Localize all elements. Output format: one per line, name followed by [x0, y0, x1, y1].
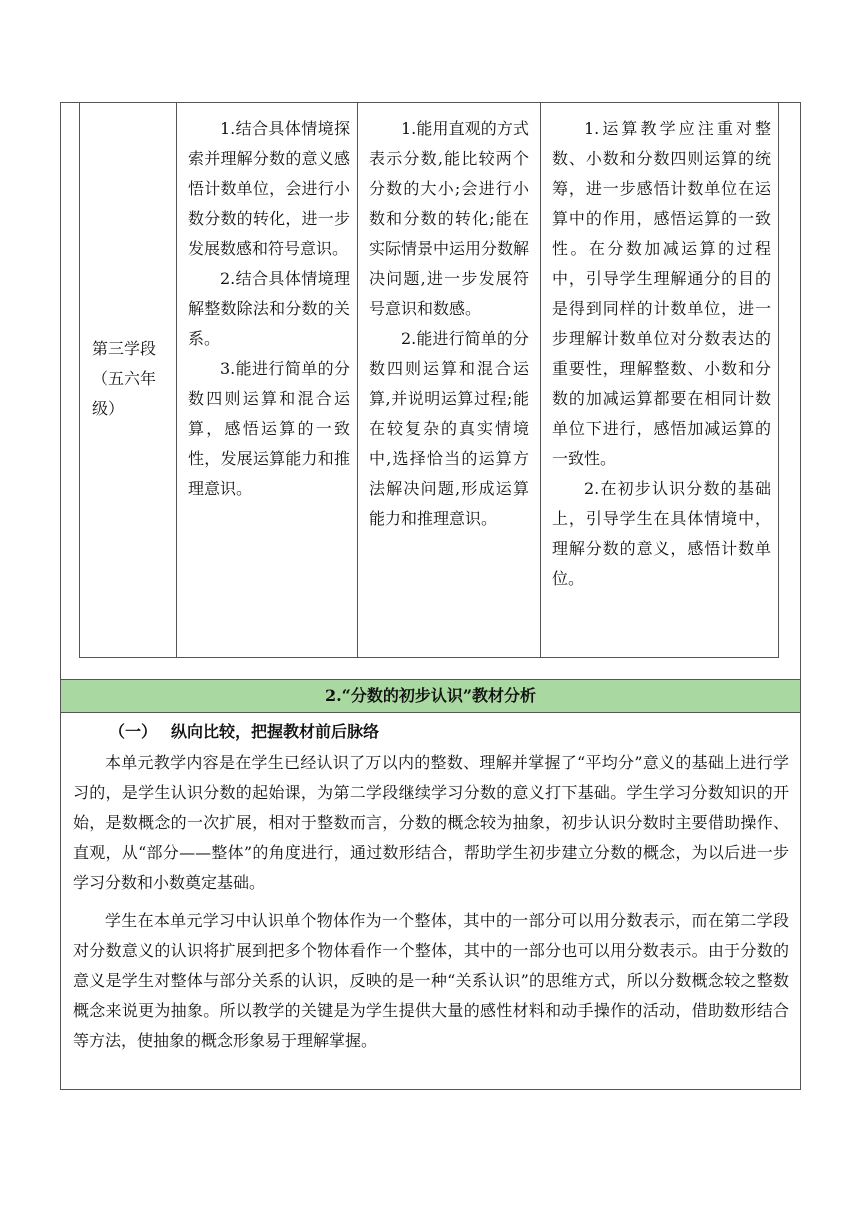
subsection-number: （一） — [109, 722, 158, 741]
goal-item: 1.结合具体情境探索并理解分数的意义感悟计数单位，会进行小数分数的转化，进一步发展数感和符号意识。 — [188, 119, 350, 258]
subsection-heading — [109, 719, 379, 745]
section-banner: 2.“分数的初步认识”教材分析 — [61, 679, 800, 713]
table-cell-teaching-tips — [541, 103, 780, 657]
requirement-item: 1.能用直观的方式表示分数,能比较两个分数的大小;会进行小数和分数的转化;能在实际情景中运用分数解决问题,进一步发展符号意识和数感。 — [369, 119, 530, 318]
requirement-item: 2.能进行简单的分数四则运算和混合运算,并说明运算过程;能在较复杂的真实情境中,选择恰当的运算方法解决问题,形成运算能力和推理意识。 — [369, 329, 529, 528]
tip-item: 2.在初步认识分数的基础上，引导学生在具体情境中，理解分数的意义，感悟计数单位。 — [552, 479, 771, 588]
subsection-title: 纵向比较，把握教材前后脉络 — [171, 722, 380, 741]
goal-item: 2.结合具体情境理解整数除法和分数的关系。 — [188, 269, 350, 348]
table-cell-academic-requirements — [358, 103, 541, 657]
document-frame — [60, 102, 801, 1090]
paragraph: 本单元教学内容是在学生已经认识了万以内的整数、理解并掌握了“平均分”意义的基础上进行学习的，是学生认识分数的起始课，为第二学段继续学习分数的意义打下基础。学生学习分数知识的开始，是数概念的一次扩展，相对于整数而言，分数的概念较为抽象，初步认识分数时主要借助操作、直观，从“部分——整体”的角度进行，通过数形结合，帮助学生初步建立分数的概念，为以后进一步学习分数和小数奠定基础。 — [73, 753, 789, 892]
table-cell-stage — [80, 103, 177, 657]
paragraph: 学生在本单元学习中认识单个物体作为一个整体，其中的一部分可以用分数表示，而在第二学段对分数意义的认识将扩展到把多个物体看作一个整体，其中的一部分也可以用分数表示。由于分数的意义是学生对整体与部分关系的认识，反映的是一种“关系认识”的思维方式，所以分数概念较之整数概念来说更为抽象。所以教学的关键是为学生提供大量的感性材料和动手操作的活动，借助数形结合等方法，使抽象的概念形象易于理解掌握。 — [73, 911, 789, 1050]
body-text — [73, 748, 789, 1064]
goal-item: 3.能进行简单的分数四则运算和混合运算，感悟运算的一致性，发展运算能力和推理意识。 — [188, 359, 350, 498]
stage-label: 第三学段（五六年级） — [92, 339, 157, 418]
table-cell-content-goals — [177, 103, 358, 657]
tip-item: 1.运算教学应注重对整数、小数和分数四则运算的统筹，进一步感悟计数单位在运算中的作用，感悟运算的一致性。在分数加减运算的过程中，引导学生理解通分的目的是得到同样的计数单位，进一步理解计数单位对分数表达的重要性，理解整数、小数和分数的加减运算都要在相同计数单位下进行，感悟加减运算的一致性。 — [552, 119, 771, 468]
curriculum-table — [79, 103, 779, 658]
